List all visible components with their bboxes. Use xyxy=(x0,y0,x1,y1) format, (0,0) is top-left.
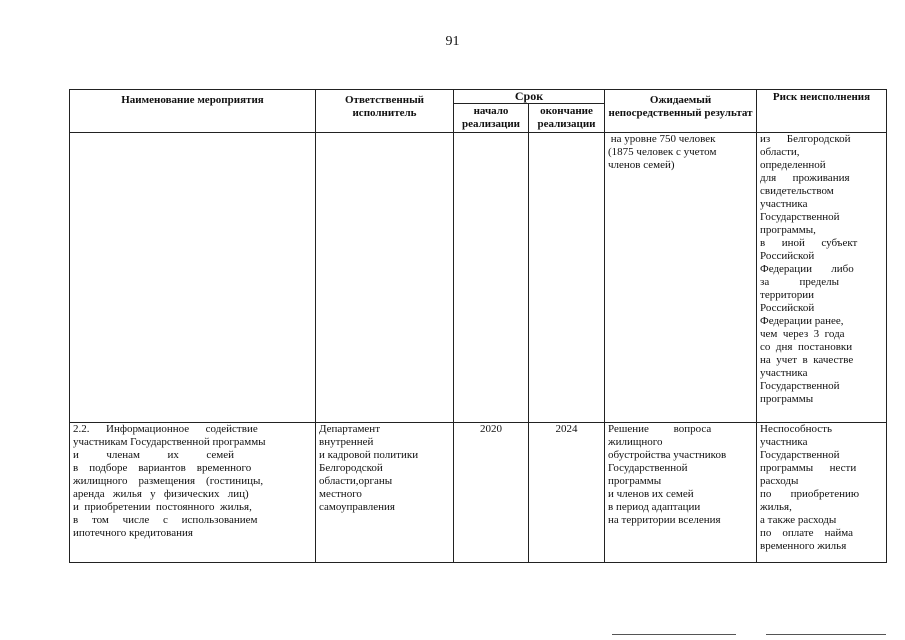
risk-line: участника xyxy=(760,198,808,210)
header-term-start: начало реализации xyxy=(454,104,529,133)
row1-risk-cell xyxy=(757,133,887,423)
risk-line: жилья, xyxy=(760,501,792,513)
risk-line: программы xyxy=(760,393,814,405)
risk-line: территории xyxy=(760,289,815,301)
risk-line: Федерации либо xyxy=(760,263,854,275)
row1-executor-cell xyxy=(316,133,454,423)
row2-start-cell: 2020 xyxy=(454,423,529,563)
risk-line: расходы xyxy=(760,475,799,487)
executor-line: внутренней xyxy=(319,436,374,448)
risk-line: для проживания xyxy=(760,172,850,184)
risk-line: программы нести xyxy=(760,462,857,474)
executor-line: области,органы xyxy=(319,475,393,487)
row1-start-cell xyxy=(454,133,529,423)
risk-line: по приобретению xyxy=(760,488,860,500)
result-line: членов семей) xyxy=(608,159,675,171)
result-line: на уровне 750 человек xyxy=(608,133,716,145)
bottom-edge-line xyxy=(766,634,886,635)
risk-line: а также расходы xyxy=(760,514,837,526)
result-line: программы xyxy=(608,475,662,487)
executor-line: и кадровой политики xyxy=(319,449,419,461)
header-name: Наименование мероприятия xyxy=(70,90,316,133)
header-result: Ожидаемый непосредственный результат xyxy=(605,90,757,133)
risk-line: программы, xyxy=(760,224,816,236)
name-line: в том числе с использованием xyxy=(73,514,258,526)
executor-line: местного xyxy=(319,488,362,500)
risk-line: Российской xyxy=(760,250,815,262)
result-line: обустройства участников xyxy=(608,449,727,461)
row1-name-cell xyxy=(70,133,316,423)
header-term-end: окончание реализации xyxy=(529,104,605,133)
row1-result-cell xyxy=(605,133,757,423)
risk-line: Неспособность xyxy=(760,423,833,435)
row2-executor-cell xyxy=(316,423,454,563)
row2-name-cell xyxy=(70,423,316,563)
name-line: аренда жилья у физических лиц) xyxy=(73,488,249,500)
name-line: жилищного размещения (гостиницы, xyxy=(73,475,264,487)
result-line: Государственной xyxy=(608,462,688,474)
name-line: 2.2. Информационное содействие xyxy=(73,423,258,435)
risk-line: определенной xyxy=(760,159,826,171)
header-executor: Ответственный исполнитель xyxy=(316,90,454,133)
header-term: Срок xyxy=(454,90,605,104)
name-line: и членам их семей xyxy=(73,449,235,461)
risk-line: свидетельством xyxy=(760,185,834,197)
executor-line: Департамент xyxy=(319,423,381,435)
name-line: ипотечного кредитования xyxy=(73,527,193,539)
risk-line: на учет в качестве xyxy=(760,354,854,366)
page-number: 91 xyxy=(445,34,460,49)
executor-line: самоуправления xyxy=(319,501,395,513)
header-row xyxy=(70,90,887,104)
risk-line: Федерации ранее, xyxy=(760,315,844,327)
risk-line: Российской xyxy=(760,302,815,314)
risk-line: области, xyxy=(760,146,800,158)
row1-end-cell xyxy=(529,133,605,423)
risk-line: чем через 3 года xyxy=(760,328,845,340)
risk-line: из Белгородской xyxy=(760,133,851,145)
risk-line: Государственной xyxy=(760,211,840,223)
result-line: в период адаптации xyxy=(608,501,701,513)
result-line: и членов их семей xyxy=(608,488,694,500)
table-row xyxy=(70,133,887,423)
bottom-edge-line xyxy=(612,634,736,635)
header-risk: Риск неисполнения xyxy=(757,90,887,133)
risk-line: по оплате найма xyxy=(760,527,853,539)
risk-line: со дня постановки xyxy=(760,341,853,353)
result-line: Решение вопроса xyxy=(608,423,712,435)
risk-line: Государственной xyxy=(760,449,840,461)
risk-line: Государственной xyxy=(760,380,840,392)
name-line: участникам Государственной программы xyxy=(73,436,266,448)
risk-line: временного жилья xyxy=(760,540,847,552)
risk-line: в иной субъект xyxy=(760,237,858,249)
risk-line: участника xyxy=(760,436,808,448)
risk-line: за пределы xyxy=(760,276,839,288)
row2-end-cell: 2024 xyxy=(529,423,605,563)
row2-risk-cell xyxy=(757,423,887,563)
table-row xyxy=(70,423,887,563)
risk-line: участника xyxy=(760,367,808,379)
measures-table xyxy=(69,89,887,563)
result-line: (1875 человек с учетом xyxy=(608,146,717,158)
name-line: и приобретении постоянного жилья, xyxy=(73,501,252,513)
row2-result-cell xyxy=(605,423,757,563)
result-line: жилищного xyxy=(608,436,663,448)
executor-line: Белгородской xyxy=(319,462,383,474)
name-line: в подборе вариантов временного xyxy=(73,462,252,474)
result-line: на территории вселения xyxy=(608,514,721,526)
